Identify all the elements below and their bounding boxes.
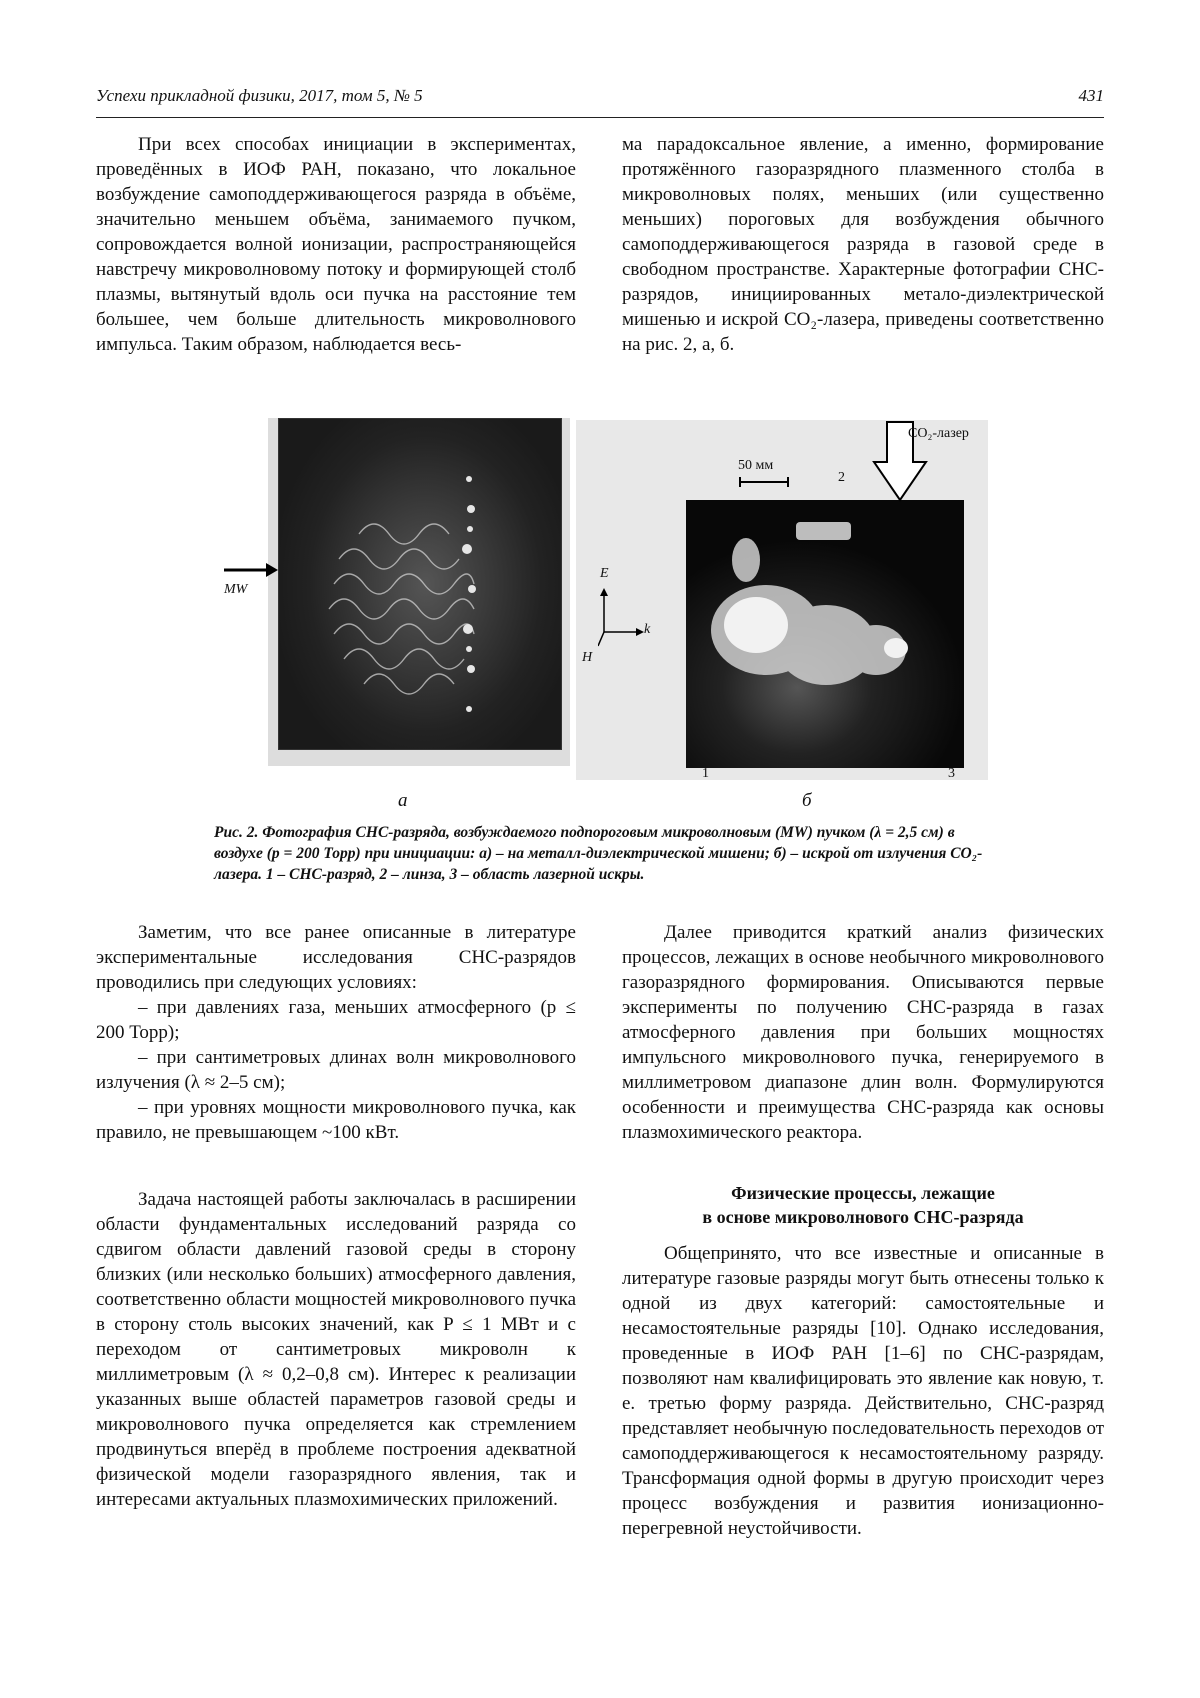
figure-b-photo xyxy=(686,500,964,768)
marker-3: 3 xyxy=(948,766,955,781)
section-heading-line-2: в основе микроволнового СНС-разряда xyxy=(702,1207,1024,1227)
axis-h: H xyxy=(582,650,593,665)
axis-e: E xyxy=(600,566,609,581)
discharge-b-image xyxy=(686,500,964,768)
right-column-top xyxy=(622,132,1104,357)
list-item: – при уровнях мощности микроволнового пучка, как правило, не превышающем ~100 кВт. xyxy=(96,1097,576,1143)
laser-label: CO₂-лазер xyxy=(908,426,969,441)
section-heading-line-1: Физические процессы, лежащие xyxy=(731,1183,995,1203)
discharge-a-image xyxy=(279,419,561,749)
mw-label: MW xyxy=(224,582,248,597)
scale-bar xyxy=(738,476,790,488)
paragraph: Задача настоящей работы заключалась в расширении области фундаментальных исследований разряда со сдвигом области давлений газовой среды в сторону близких (или несколько больших) атмосферного давления, соответственно области мощностей микроволнового пучка в сторону столь высоких значений, как P ≤ 1 МВт и с переходом от сантиметровых микроволн к миллиметровым (λ ≈ 0,2–0,8 см). Интерес к реализации указанных выше областей параметров газовой среды и микроволнового пучка определяется как стремлением продвинуться вперёд в проблеме построения адекватной физической модели газоразрядного явления, так и интересами актуальных плазмохимических приложений. xyxy=(96,1189,576,1510)
scale-label: 50 мм xyxy=(738,458,774,473)
running-header xyxy=(96,86,1104,106)
right-column-bottom xyxy=(622,920,1104,1541)
left-column-bottom xyxy=(96,920,576,1512)
figure-caption: Рис. 2. Фотография СНС-разряда, возбуждаемого подпороговым микроволновым (MW) пучком (λ = 2,5 см) в воздухе (p = 200 Торр) при инициации: а) – на металл-диэлектрической мишени; б) – искрой от излучения CO₂-лазера. 1 – СНС-разряд, 2 – линза, 3 – область лазерной искры. xyxy=(214,824,983,883)
list-item: – при сантиметровых длинах волн микроволнового излучения (λ ≈ 2–5 см); xyxy=(96,1047,576,1093)
mw-arrow-icon xyxy=(222,560,278,580)
journal-title: Успехи прикладной физики, 2017, том 5, № 5 xyxy=(96,86,423,105)
axis-k: k xyxy=(644,622,651,637)
paragraph: Заметим, что все ранее описанные в литературе экспериментальные исследования СНС-разрядов проводились при следующих условиях: xyxy=(96,922,576,993)
marker-1: 1 xyxy=(702,766,709,781)
figure-a-photo xyxy=(278,418,562,750)
paragraph: Общепринято, что все известные и описанные в литературе газовые разряды могут быть отнесены только к одной из двух категорий: самостоятельные и несамостоятельные разряды [10]. Однако исследования, проведенные в ИОФ РАН [1–6] по СНС-разрядам, позволяют нам квалифицировать это явление как новую, т. е. третью форму разряда. Действительно, СНС-разряд представляет необычную последовательность переходов от самоподдерживающегося к несамостоятельному разряду. Трансформация одной формы в другую происходит через процесс возбуждения и развития ионизационно-перегревной неустойчивости. xyxy=(622,1243,1104,1539)
field-axes-icon xyxy=(598,588,651,650)
figure-label-b: б xyxy=(802,790,812,811)
paragraph: При всех способах инициации в экспериментах, проведённых в ИОФ РАН, показано, что локальное возбуждение самоподдерживающегося разряда в объёме, значительно меньшем объёма, занимаемого пучком, сопровождается волной ионизации, распространяющейся навстречу микроволновому потоку и формирующей столб плазмы, вытянутый вдоль оси пучка на расстояние тем большее, чем больше длительность микроволнового импульса. Таким образом, наблюдается весь- xyxy=(96,134,576,355)
header-rule xyxy=(96,117,1104,118)
paragraph: ма парадоксальное явление, а именно, формирование протяжённого газоразрядного плазменного столба в микроволновых полях, меньших (или существенно меньших) пороговых для возбуждения обычного самоподдерживающегося разряда в газовой среде в свободном пространстве. Характерные фотографии СНС-разрядов, инициированных метало-диэлектрической мишенью и искрой CO₂-лазера, приведены соответственно на рис. 2, а, б. xyxy=(622,134,1104,355)
marker-2: 2 xyxy=(838,470,845,485)
paragraph: Далее приводится краткий анализ физических процессов, лежащих в основе необычного микроволнового газоразрядного формирования. Описываются первые эксперименты по получению СНС-разряда в газах атмосферного давления при больших мощностях импульсного микроволнового пучка, генерируемого в миллиметровом диапазоне длин волн. Формулируются особенности и преимущества СНС-разряда как основы плазмохимического реактора. xyxy=(622,922,1104,1143)
page-number: 431 xyxy=(1078,86,1104,105)
left-column-top xyxy=(96,132,576,357)
list-item: – при давлениях газа, меньших атмосферного (p ≤ 200 Торр); xyxy=(96,997,576,1043)
figure-label-a: а xyxy=(398,790,408,811)
